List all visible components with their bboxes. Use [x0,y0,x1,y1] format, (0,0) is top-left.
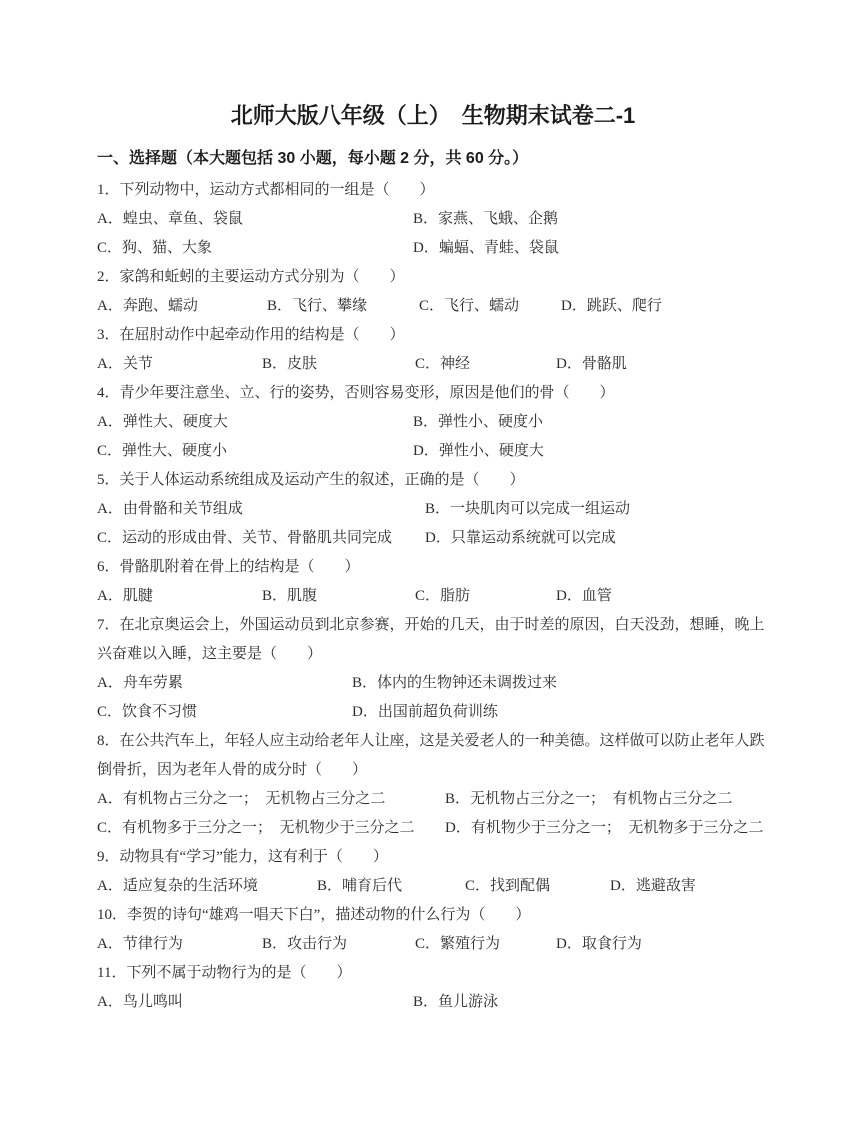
option-row [97,524,866,553]
option-C: C．神经 [415,356,471,372]
question-9 [97,843,866,901]
option-B: B．弹性小、硬度小 [413,414,544,430]
option-row [97,814,866,843]
question-stem-text: 6．骨骼肌附着在骨上的结构是（ ） [97,559,360,575]
option-C: C．找到配偶 [465,878,551,894]
option-A: A．节律行为 [97,936,183,952]
question-11 [97,959,866,1017]
question-stem-line [97,379,866,408]
option-A: C．有机物多于三分之一； 无机物少于三分之二 [97,820,415,836]
question-8 [97,727,866,843]
option-A: A．蝗虫、章鱼、袋鼠 [97,211,243,227]
question-stem-text: 倒骨折，因为老年人骨的成分时（ ） [97,762,368,778]
question-list [97,176,866,1017]
option-row [97,495,866,524]
option-row [97,582,866,611]
question-stem-text: 11．下列不属于动物行为的是（ ） [97,965,352,981]
question-3 [97,321,866,379]
option-row [97,988,866,1017]
option-A: A．鸟儿鸣叫 [97,994,183,1010]
option-C: C．脂肪 [415,588,471,604]
option-A: A．关节 [97,356,153,372]
option-A: A．由骨骼和关节组成 [97,501,243,517]
option-A: A．弹性大、硬度大 [97,414,228,430]
option-row [97,408,866,437]
option-A: C．运动的形成由骨、关节、骨骼肌共同完成 [97,530,393,546]
question-stem-line [97,756,866,785]
section-header: 一、选择题（本大题包括 30 小题，每小题 2 分，共 60 分。） [97,150,529,167]
option-A: A．肌腱 [97,588,153,604]
option-A: A．舟车劳累 [97,675,183,691]
question-4 [97,379,866,466]
option-row [97,669,866,698]
question-stem-text: 3．在屈肘动作中起牵动作用的结构是（ ） [97,327,405,343]
option-B: D．只靠运动系统就可以完成 [425,530,616,546]
question-stem-line [97,611,866,640]
option-row [97,437,866,466]
question-7 [97,611,866,727]
question-1 [97,176,866,263]
option-B: B．无机物占三分之一； 有机物占三分之二 [445,791,733,807]
question-stem-line [97,901,866,930]
option-A: C．弹性大、硬度小 [97,443,228,459]
option-row [97,205,866,234]
question-stem-line [97,843,866,872]
option-A: C．狗、猫、大象 [97,240,213,256]
option-C: C．繁殖行为 [415,936,501,952]
option-B: B．体内的生物钟还未调拨过来 [352,675,558,691]
option-row [97,872,866,901]
question-stem-text: 9．动物具有“学习”能力，这有利于（ ） [97,849,388,865]
option-B: B．飞行、攀缘 [267,298,368,314]
question-stem-text: 10．李贺的诗句“雄鸡一唱天下白”，描述动物的什么行为（ ） [97,907,531,923]
question-stem-text: 1．下列动物中，运动方式都相同的一组是（ ） [97,182,435,198]
question-stem-text: 2．家鸽和蚯蚓的主要运动方式分别为（ ） [97,269,405,285]
option-row [97,350,866,379]
option-A: A．适应复杂的生活环境 [97,878,258,894]
option-D: D．逃避敌害 [610,878,696,894]
option-B: D．出国前超负荷训练 [352,704,498,720]
question-stem-line [97,321,866,350]
option-B: B．鱼儿游泳 [413,994,499,1010]
question-stem-text: 8．在公共汽车上，年轻人应主动给老年人让座，这是关爱老人的一种美德。这样做可以防止老年人跌 [97,733,765,749]
option-B: B．肌腹 [262,588,318,604]
option-D: D．取食行为 [556,936,642,952]
option-B: B．攻击行为 [262,936,348,952]
option-C: C．飞行、蠕动 [419,298,520,314]
option-B: B．家燕、飞蛾、企鹅 [413,211,559,227]
option-B: D．有机物少于三分之一； 无机物多于三分之二 [445,820,764,836]
option-D: D．骨骼肌 [556,356,627,372]
option-B: B．皮肤 [262,356,318,372]
option-row [97,930,866,959]
option-row [97,698,866,727]
question-stem-text: 兴奋难以入睡，这主要是（ ） [97,646,323,662]
option-row [97,292,866,321]
question-stem-text: 7．在北京奥运会上，外国运动员到北京参赛，开始的几天，由于时差的原因，白天没劲，想睡，晚上 [97,617,765,633]
question-5 [97,466,866,553]
question-stem-line [97,640,866,669]
question-10 [97,901,866,959]
question-stem-line [97,727,866,756]
option-row [97,234,866,263]
option-A: C．饮食不习惯 [97,704,198,720]
question-stem-line [97,176,866,205]
option-B: B．哺育后代 [317,878,403,894]
question-stem-line [97,263,866,292]
option-B: D．弹性小、硬度大 [413,443,544,459]
question-stem-text: 5．关于人体运动系统组成及运动产生的叙述，正确的是（ ） [97,472,525,488]
option-D: D．血管 [556,588,612,604]
question-stem-line [97,466,866,495]
option-row [97,785,866,814]
question-stem-line [97,959,866,988]
option-A: A．有机物占三分之一； 无机物占三分之二 [97,791,386,807]
option-B: D．蝙蝠、青蛙、袋鼠 [413,240,559,256]
question-2 [97,263,866,321]
page-title: 北师大版八年级（上） 生物期末试卷二-1 [230,103,636,128]
option-D: D．跳跃、爬行 [561,298,662,314]
question-stem-text: 4．青少年要注意坐、立、行的姿势，否则容易变形，原因是他们的骨（ ） [97,385,615,401]
question-6 [97,553,866,611]
option-A: A．奔跑、蠕动 [97,298,198,314]
option-B: B．一块肌肉可以完成一组运动 [425,501,631,517]
question-stem-line [97,553,866,582]
